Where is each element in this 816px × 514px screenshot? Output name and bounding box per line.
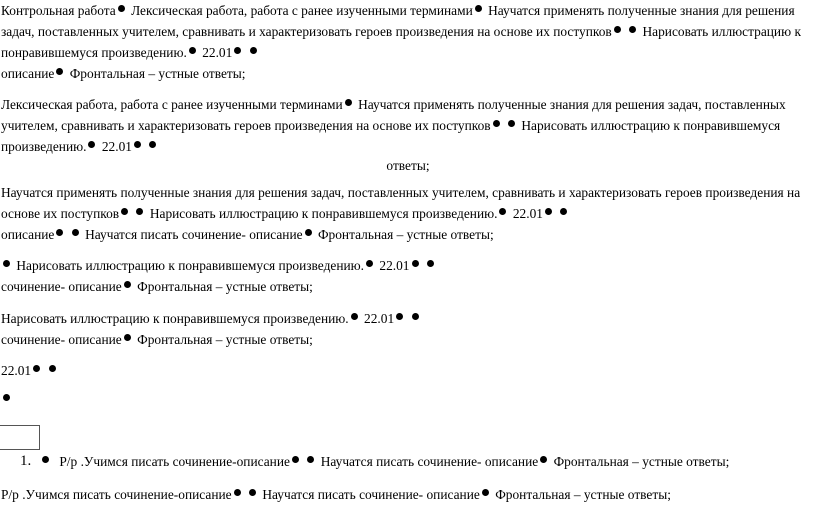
paragraph-4 <box>1 255 813 297</box>
bullet-icon <box>351 313 358 320</box>
bullet-icon <box>482 489 489 496</box>
text: Научатся применять полученные знания для решения задач, поставленных учителем, сравнивать и характеризовать героев произведения на основе их поступков <box>1 185 801 221</box>
bullet-icon <box>475 5 482 12</box>
centered-text: ответы; <box>386 158 430 173</box>
text: 22.01 <box>364 311 395 326</box>
bullet-icon <box>292 456 299 463</box>
text: Нарисовать иллюстрацию к понравившемуся произведению. <box>149 206 498 221</box>
bullet-icon <box>72 229 79 236</box>
paragraph-2 <box>1 94 813 157</box>
bullet-icon <box>540 456 547 463</box>
text: Нарисовать иллюстрацию к понравившемуся произведению. <box>16 258 365 273</box>
bullet-icon <box>56 229 63 236</box>
bullet-icon <box>56 68 63 75</box>
paragraph-8 <box>1 484 813 505</box>
text: Нарисовать иллюстрацию к понравившемуся произведению. <box>1 311 349 326</box>
bullet-icon <box>234 47 241 54</box>
text: Фронтальная – устные ответы; <box>495 487 671 502</box>
paragraph-5 <box>1 308 813 350</box>
bullet-icon <box>250 47 257 54</box>
text: Научатся применять полученные знания для решения задач, поставленных учителем, сравнивать и характеризовать героев произведения на основе их поступков <box>1 97 786 133</box>
text: 22.01 <box>379 258 410 273</box>
bullet-icon <box>33 365 40 372</box>
bullet-icon <box>366 260 373 267</box>
text: Лексическая работа, работа с ранее изученными терминами <box>1 97 343 112</box>
list-number: 1. <box>20 453 32 469</box>
text: 22.01 <box>1 363 32 378</box>
bullet-icon <box>493 120 500 127</box>
paragraph-6 <box>1 360 813 381</box>
bullet-icon <box>614 26 621 33</box>
bullet-icon <box>42 456 49 463</box>
bullet-icon <box>307 456 314 463</box>
list-item-1 <box>38 451 729 472</box>
bullet-icon <box>629 26 636 33</box>
text: Научатся писать сочинение- описание <box>320 454 539 469</box>
text: Фронтальная – устные ответы; <box>553 454 730 469</box>
text: описание <box>1 66 55 81</box>
text: Нарисовать иллюстрацию к понравившемуся произведению. <box>1 24 801 60</box>
bullet-icon <box>149 141 156 148</box>
paragraph-1 <box>1 0 813 84</box>
bullet-icon <box>412 260 419 267</box>
bullet-icon <box>412 313 419 320</box>
bullet-icon <box>189 47 196 54</box>
bullet-icon <box>134 141 141 148</box>
text: сочинение- описание <box>1 332 122 347</box>
text: Р/р .Учимся писать сочинение-описание <box>59 454 290 469</box>
bullet-icon <box>305 229 312 236</box>
bullet-icon <box>234 489 241 496</box>
bullet-icon <box>560 208 567 215</box>
text: Фронтальная – устные ответы; <box>137 332 313 347</box>
bullet-icon <box>124 281 131 288</box>
text: Контрольная работа <box>1 3 116 18</box>
bullet-icon <box>121 208 128 215</box>
text: Нарисовать иллюстрацию к понравившемуся произведению. <box>1 118 781 154</box>
text: описание <box>1 227 55 242</box>
bullet-icon <box>88 141 95 148</box>
text: Научатся писать сочинение- описание <box>85 227 303 242</box>
text: 22.01 <box>101 139 132 154</box>
paragraph-7 <box>1 389 813 410</box>
text: Фронтальная – устные ответы; <box>69 66 246 81</box>
bullet-icon <box>136 208 143 215</box>
bullet-icon <box>345 99 352 106</box>
bullet-icon <box>545 208 552 215</box>
bullet-icon <box>3 260 10 267</box>
bullet-icon <box>118 5 125 12</box>
text: Фронтальная – устные ответы; <box>137 279 313 294</box>
bullet-icon <box>427 260 434 267</box>
bullet-icon <box>508 120 515 127</box>
paragraph-3 <box>1 182 813 245</box>
bullet-icon <box>124 334 131 341</box>
text: 22.01 <box>512 206 543 221</box>
text: Фронтальная – устные ответы; <box>317 227 494 242</box>
text: 22.01 <box>202 45 233 60</box>
bullet-icon <box>396 313 403 320</box>
text: Научатся применять полученные знания для решения задач, поставленных учителем, сравнивать и характеризовать героев произведения на основе их поступков <box>1 3 795 39</box>
bullet-icon <box>499 208 506 215</box>
bullet-icon <box>49 365 56 372</box>
text: сочинение- описание <box>1 279 122 294</box>
bullet-icon <box>249 489 256 496</box>
text: Р/р .Учимся писать сочинение-описание <box>1 487 232 502</box>
bullet-icon <box>3 394 10 401</box>
table-cell-box <box>0 425 40 450</box>
text: Лексическая работа, работа с ранее изученными терминами <box>131 3 473 18</box>
text: Научатся писать сочинение- описание <box>262 487 480 502</box>
